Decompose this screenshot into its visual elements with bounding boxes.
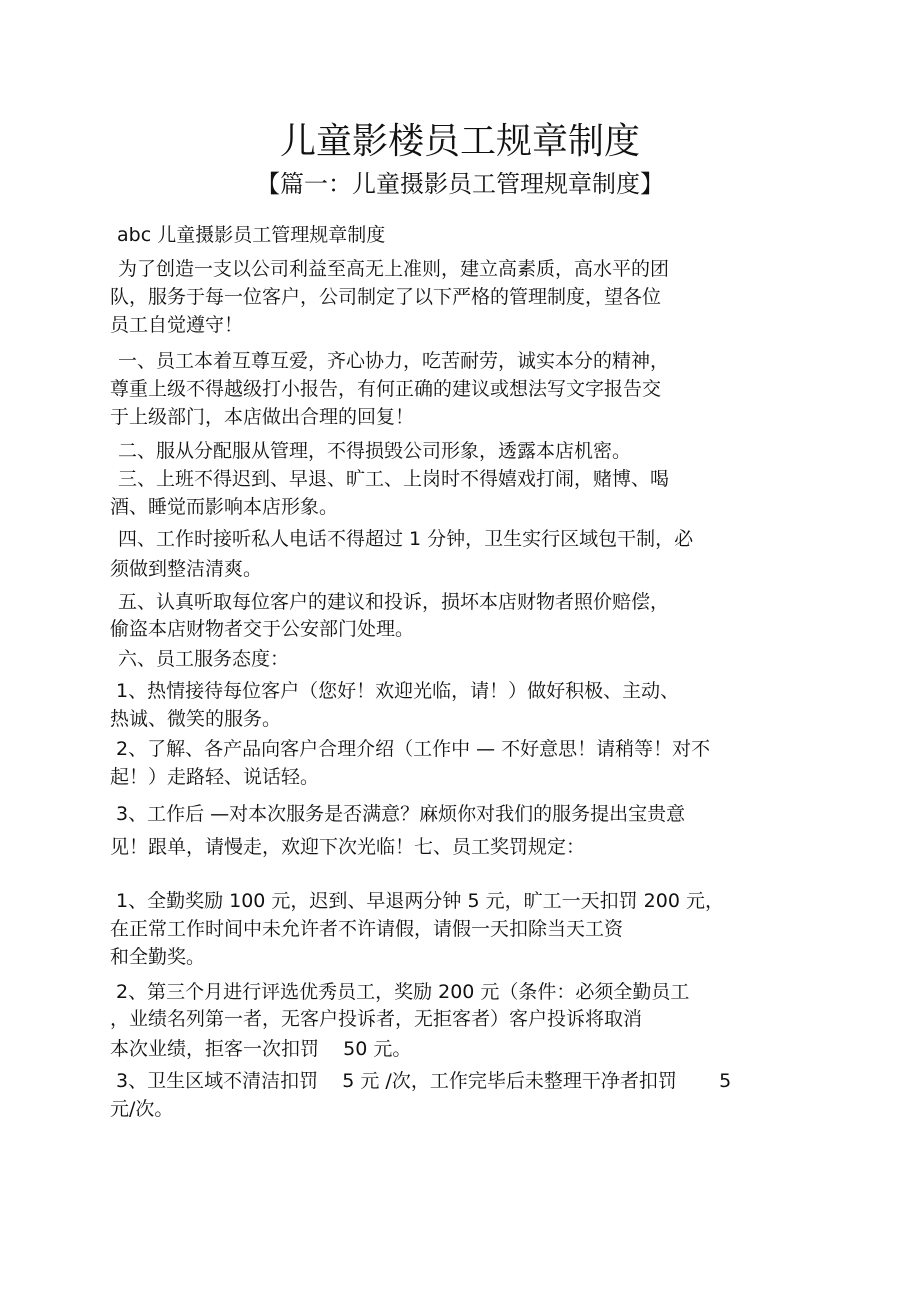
text-line: 3、工作后 —对本次服务是否满意？麻烦你对我们的服务提出宝贵意 [116,803,686,825]
text-line: 六、员工服务态度： [118,648,290,670]
text-line: 尊重上级不得越级打小报告，有何正确的建议或想法写文字报告交 [110,378,662,400]
text-line: 起！）走路轻、说话轻。 [110,766,320,788]
text-line: 二、服从分配服从管理，不得损毁公司形象，透露本店机密。 [118,440,632,462]
text-line: 1、热情接待每位客户（您好！欢迎光临，请！）做好积极、主动、 [116,680,680,702]
text-line: 须做到整洁清爽。 [110,558,263,580]
text-line: 3、卫生区域不清洁扣罚 5 元 /次，工作完毕后未整理干净者扣罚 5 [116,1070,732,1092]
text-line: 1、全勤奖励 100 元，迟到、早退两分钟 5 元，旷工一天扣罚 200 元， [116,890,724,912]
document-subtitle: 【篇一：儿童摄影员工管理规章制度】 [256,170,664,198]
text-line: 员工自觉遵守！ [110,314,244,336]
text-line: 热诚、微笑的服务。 [110,708,282,730]
text-line: 元/次。 [110,1098,174,1120]
text-line: abc 儿童摄影员工管理规章制度 [117,224,386,246]
text-line: 2、第三个月进行评选优秀员工，奖励 200 元（条件：必须全勤员工 [116,981,690,1003]
text-line: 一、员工本着互尊互爱，齐心协力，吃苦耐劳，诚实本分的精神， [118,350,670,372]
text-line: 2、了解、各产品向客户合理介绍（工作中 — 不好意思！请稍等！对不 [116,738,711,760]
text-line: 在正常工作时间中未允许者不许请假，请假一天扣除当天工资 [110,918,624,940]
text-line: 队，服务于每一位客户，公司制定了以下严格的管理制度，望各位 [110,286,662,308]
text-line: 为了创造一支以公司利益至高无上准则，建立高素质，高水平的团 [118,258,670,280]
text-line: 于上级部门，本店做出合理的回复！ [110,406,415,428]
text-line: 本次业绩，拒客一次扣罚 50 元。 [110,1038,412,1060]
text-line: ，业绩名列第一者，无客户投诉者，无拒客者）客户投诉将取消 [110,1008,643,1030]
text-line: 见！跟单，请慢走，欢迎下次光临！七、员工奖罚规定： [110,836,586,858]
text-line: 三、上班不得迟到、早退、旷工、上岗时不得嬉戏打闹，赌博、喝 [118,468,670,490]
text-line: 酒、睡觉而影响本店形象。 [110,496,339,518]
text-line: 偷盗本店财物者交于公安部门处理。 [110,618,415,640]
text-line: 和全勤奖。 [110,946,206,968]
text-line: 四、工作时接听私人电话不得超过 1 分钟，卫生实行区域包干制，必 [118,528,694,550]
text-line: 五、认真听取每位客户的建议和投诉，损坏本店财物者照价赔偿， [118,591,670,613]
document-title: 儿童影楼员工规章制度 [279,121,640,162]
